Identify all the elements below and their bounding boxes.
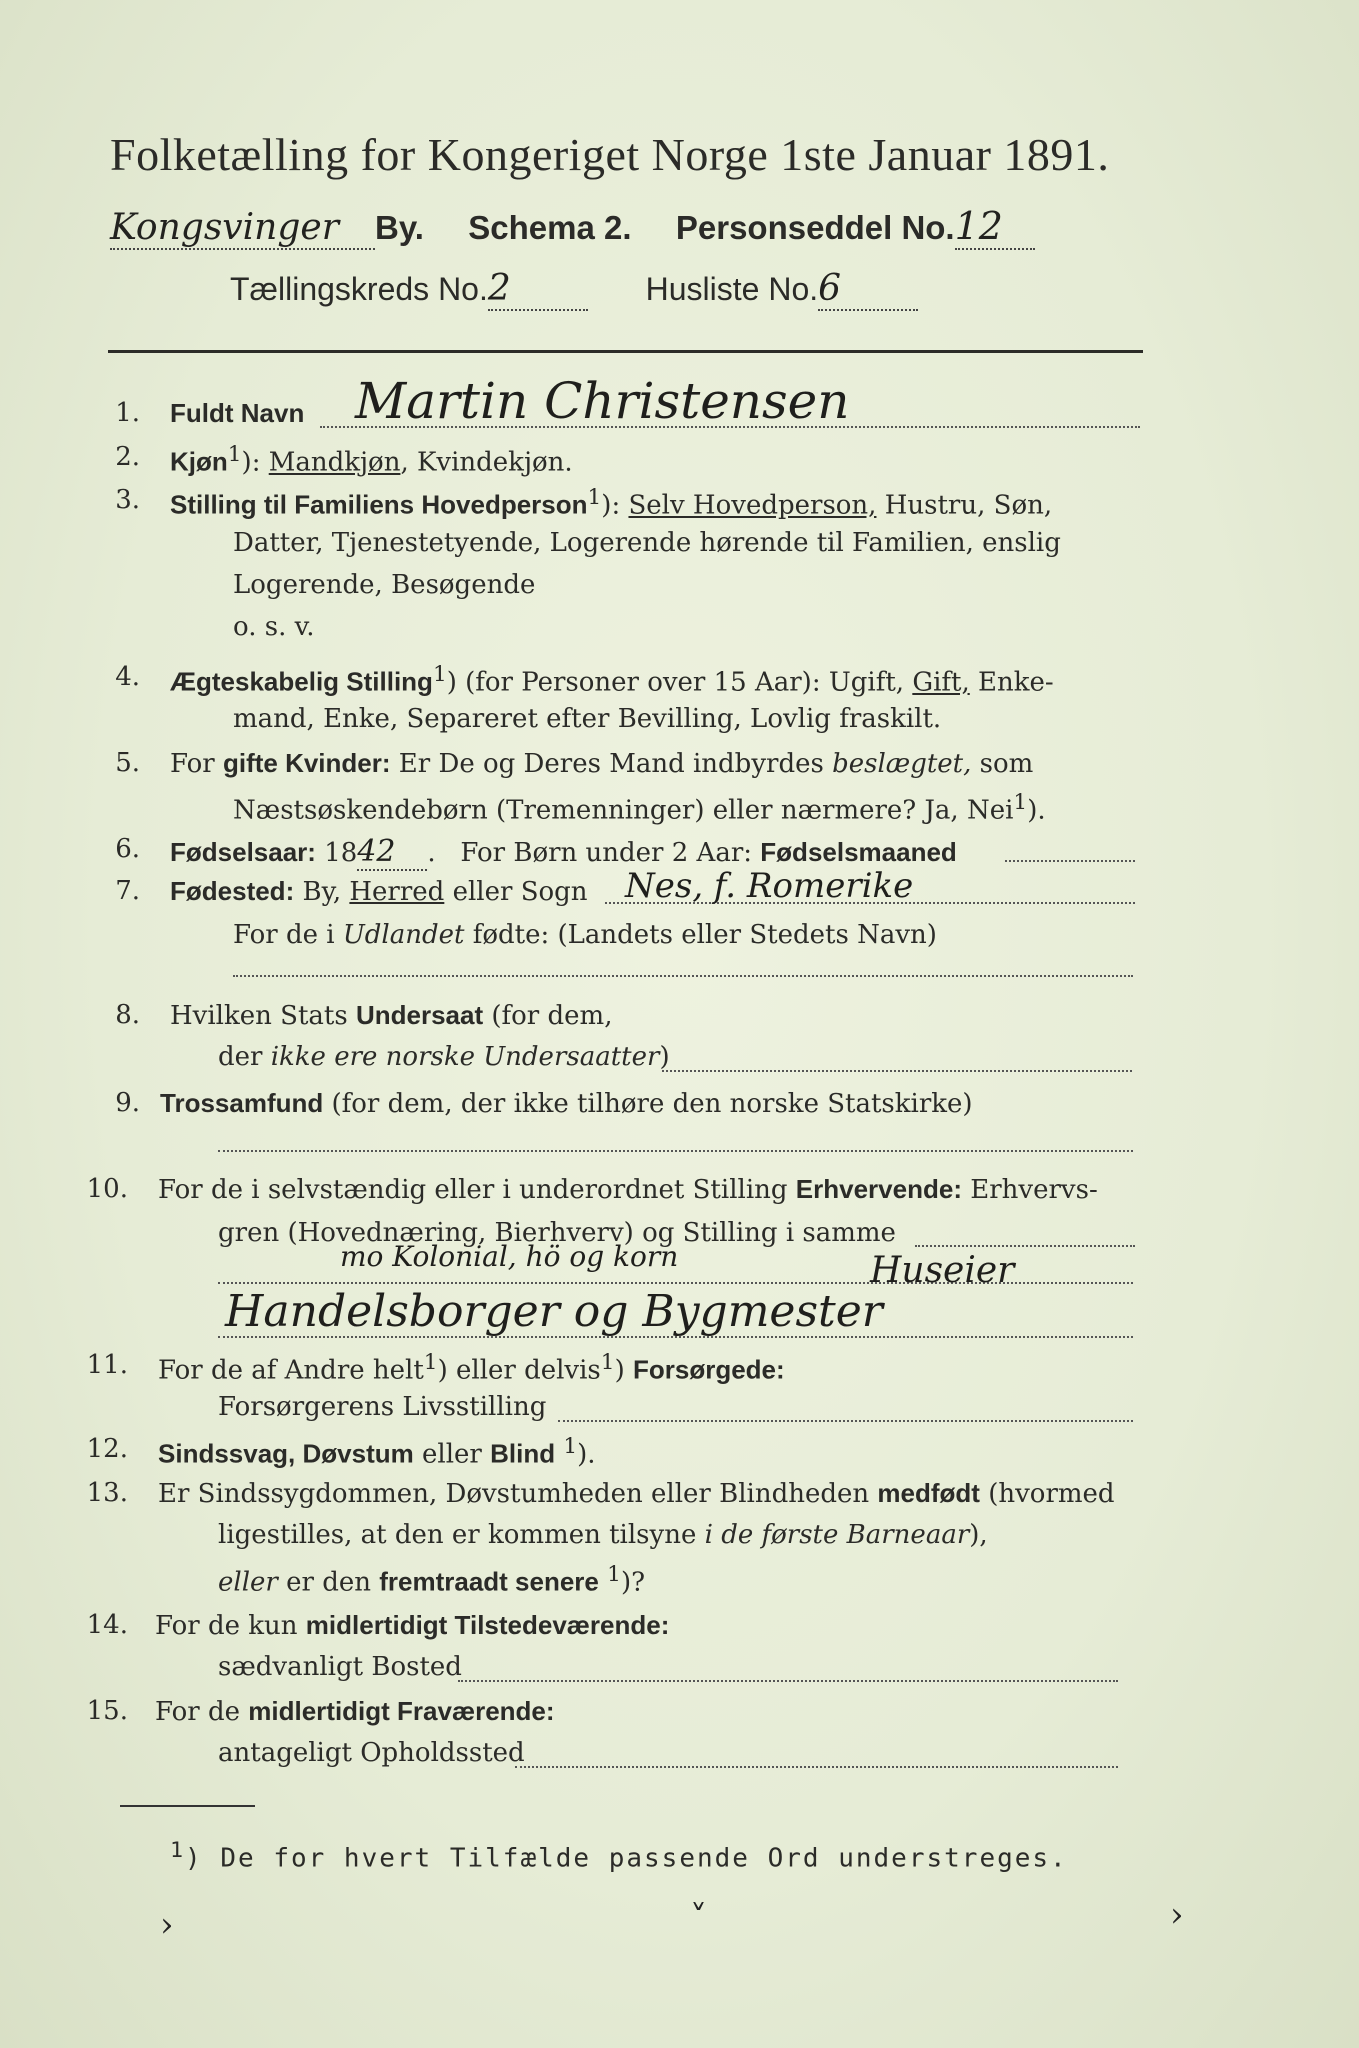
q1-name-handwritten: Martin Christensen: [355, 372, 850, 430]
q11-line1: For de af Andre helt$^1$) eller delvis$^1$) Forsørgede:: [158, 1350, 785, 1386]
q3-line4: o. s. v.: [233, 612, 315, 642]
q15-line1: For de midlertidigt Fraværende:: [155, 1696, 555, 1727]
q3-line1: Stilling til Familiens Hovedperson$^1$): Selv Hovedperson, Hustru, Søn,: [170, 485, 1053, 521]
q13-number: 13.: [86, 1478, 128, 1508]
form-header-line: [110, 204, 1170, 254]
q11-number: 11.: [86, 1350, 128, 1380]
q12-line: Sindssvag, Døvstum eller Blind $^1$).: [158, 1434, 596, 1470]
q3-number: 3.: [115, 485, 140, 515]
q7-birthplace-handwritten: Nes, f. Romerike: [625, 866, 914, 906]
q7-selected: Herred: [349, 877, 445, 907]
q9-number: 9.: [115, 1088, 140, 1118]
q6-year-handwritten: 42: [357, 834, 427, 871]
q15-number: 15.: [86, 1696, 128, 1726]
q10-handwritten-occupation-b: Huseier: [870, 1250, 1015, 1291]
stray-mark-left: ›: [160, 1905, 174, 1945]
form-title: Folketælling for Kongeriget Norge 1ste Januar 1891.: [110, 129, 1110, 180]
header-rule: [108, 350, 1143, 353]
q10-line2-dots: [915, 1245, 1135, 1247]
husliste-number: 6: [818, 268, 918, 311]
q13-line3: eller er den fremtraadt senere $^1$)?: [218, 1562, 646, 1598]
q9-line: Trossamfund (for dem, der ikke tilhøre den norske Statskirke): [160, 1088, 973, 1119]
q11-line2: Forsørgerens Livsstilling: [218, 1392, 547, 1422]
q14-answer-line: [458, 1680, 1118, 1682]
husliste-label: Husliste No.: [645, 271, 819, 307]
town-handwritten: Kongsvinger: [110, 207, 375, 250]
q7-line1: Fødested: By, Herred eller Sogn: [170, 876, 588, 907]
q14-line1: For de kun midlertidigt Tilstedeværende:: [155, 1610, 670, 1641]
footnote: $^1$) De for hvert Tilfælde passende Ord understreges.: [170, 1838, 1068, 1874]
kreds-label: Tællingskreds No.: [230, 271, 488, 307]
q8-number: 8.: [115, 1000, 140, 1030]
kreds-number: 2: [488, 268, 588, 311]
q8-line1: Hvilken Stats Undersaat (for dem,: [170, 1000, 613, 1031]
personseddel-number: 12: [955, 204, 1035, 250]
footnote-rule: [120, 1805, 255, 1807]
by-label: By.: [375, 209, 424, 246]
schema-label: Schema 2.: [468, 209, 632, 246]
q6-line: Fødselsaar: 1842 . For Børn under 2 Aar: Fødselsmaaned: [170, 834, 957, 869]
q3-line3: Logerende, Besøgende: [233, 570, 536, 600]
q6-month-line: [1005, 860, 1135, 862]
q8-answer-line: [662, 1070, 1132, 1072]
q13-line2: ligestilles, at den er kommen tilsyne i de første Barneaar),: [218, 1520, 988, 1550]
q14-number: 14.: [86, 1610, 128, 1640]
personseddel-label: Personseddel No.: [675, 209, 955, 246]
q14-line2: sædvanligt Bosted: [218, 1652, 462, 1682]
q10-line2: gren (Hovednæring, Bierhverv) og Stilling i samme: [218, 1218, 896, 1248]
q2-line: Kjøn$^1$): Mandkjøn, Kvindekjøn.: [170, 442, 573, 478]
q15-line2: antageligt Opholdssted: [218, 1738, 525, 1768]
q4-selected: Gift,: [912, 667, 970, 698]
q4-line2: mand, Enke, Separeret efter Bevilling, Lovlig fraskilt.: [233, 704, 942, 734]
q10-handwritten-line2: Handelsborger og Bygmester: [225, 1286, 883, 1337]
q11-answer-line: [558, 1420, 1133, 1422]
q5-line1: For gifte Kvinder: Er De og Deres Mand indbyrdes beslægtet, som: [170, 748, 1034, 779]
q3-line2: Datter, Tjenestetyende, Logerende hørende til Familien, enslig: [233, 528, 1061, 558]
q12-number: 12.: [86, 1434, 128, 1464]
q4-line1: Ægteskabelig Stilling$^1$) (for Personer over 15 Aar): Ugift, Gift, Enke-: [170, 662, 1054, 698]
q7-foreign-line: [233, 975, 1133, 977]
q15-answer-line: [515, 1766, 1118, 1768]
stray-mark-right: ›: [1170, 1895, 1184, 1935]
q6-number: 6.: [115, 834, 140, 864]
q7-number: 7.: [115, 876, 140, 906]
q2-number: 2.: [115, 442, 140, 472]
q5-number: 5.: [115, 748, 140, 778]
q9-answer-line: [218, 1150, 1133, 1152]
q4-number: 4.: [115, 662, 140, 692]
q1-number: 1.: [115, 398, 140, 428]
q10-number: 10.: [86, 1174, 128, 1204]
q7-line2: For de i Udlandet fødte: (Landets eller Stedets Navn): [233, 920, 937, 950]
q10-handwritten-line1: mo Kolonial, hö og korn: [340, 1240, 679, 1273]
q10-line1: For de i selvstændig eller i underordnet Stilling Erhvervende: Erhvervs-: [158, 1174, 1098, 1205]
q5-line2: Næstsøskendebørn (Tremenninger) eller nærmere? Ja, Nei$^1$).: [233, 790, 1046, 826]
stray-mark-center: ˅: [690, 1898, 707, 1938]
q1-label: Fuldt Navn: [170, 398, 305, 428]
q2-selected-mandkjon: Mandkjøn: [268, 447, 401, 478]
q3-selected: Selv Hovedperson,: [628, 490, 877, 521]
q13-line1: Er Sindssygdommen, Døvstumheden eller Blindheden medfødt (hvormed: [158, 1478, 1115, 1509]
form-subheader-line: [230, 268, 1130, 318]
q8-line2: der ikke ere norske Undersaatter): [218, 1042, 670, 1072]
